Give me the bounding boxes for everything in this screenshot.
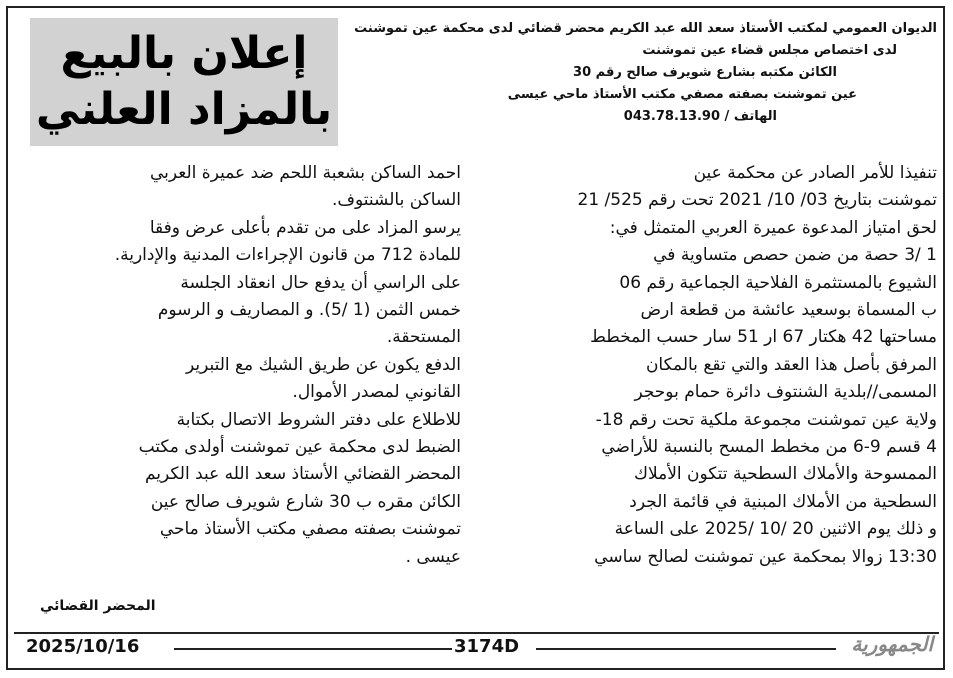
footer-rule-left	[174, 648, 452, 650]
header-line-4: عين تموشنت بصفته مصفي مكتب الأستاذ ماحي عيسى	[507, 87, 857, 102]
text-line: 13:30 زوالا بمحكمة عين تموشنت لصالح ساسي	[594, 546, 937, 567]
signature-label: المحضر القضائي	[40, 598, 156, 614]
text-line: 1 /3 حصة من ضمن حصص متساوية في	[653, 245, 937, 266]
office-header	[354, 18, 937, 128]
text-column-left	[23, 160, 461, 571]
text-line: المرفق بأصل هذا العقد والتي تقع بالمكان	[645, 354, 937, 375]
text-line: 4 قسم 9-6 من مخطط المسح بالنسبة للأراضي	[601, 437, 937, 458]
ad-code: 3174D	[454, 636, 520, 657]
ad-title-line-1: إعلان بالبيع	[60, 28, 308, 79]
text-line: السطحية من الأملاك المبنية في قائمة الجرد	[629, 491, 937, 512]
header-line-5: الهاتف / 043.78.13.90	[623, 109, 777, 124]
text-line: الممسوحة والأملاك السطحية تتكون الأملاك	[633, 464, 937, 485]
text-column-right	[513, 160, 937, 571]
header-line-2: لدى اختصاص مجلس قضاء عين تموشنت	[642, 43, 897, 58]
text-line: تموشنت بتاريخ 03/ 10/ 2021 تحت رقم 525/ 21	[577, 190, 937, 211]
text-line: المحضر القضائي الأستاذ سعد الله عبد الكريم	[144, 464, 461, 485]
publication-date: 2025/10/16	[26, 636, 140, 657]
text-line: المسمى//بلدية الشنتوف دائرة حمام بوحجر	[634, 382, 937, 403]
text-line: لحق امتياز المدعوة عميرة العربي المتمثل في:	[609, 217, 937, 238]
text-line: ولاية عين تموشنت مجموعة ملكية تحت رقم 18-	[595, 409, 937, 430]
text-line: خمس الثمن (1 /5). و المصاريف و الرسوم	[157, 300, 461, 321]
text-line: الدفع يكون عن طريق الشيك مع التبرير	[185, 354, 461, 375]
header-line-3: الكائن مكتبه بشارع شويرف صالح رقم 30	[573, 65, 837, 80]
text-line: عيسى .	[405, 546, 461, 567]
text-line: المستحقة.	[386, 327, 461, 348]
text-line: تنفيذا للأمر الصادر عن محكمة عين	[693, 163, 937, 183]
ad-title-line-2: بالمزاد العلني	[35, 84, 333, 135]
ad-title-box	[30, 18, 338, 146]
text-line: للاطلاع على دفتر الشروط الاتصال بكتابة	[176, 409, 461, 430]
text-line: الضبط لدى محكمة عين تموشنت أولدى مكتب	[138, 437, 461, 458]
text-line: ب المسماة بوسعيد عائشة من قطعة ارض	[640, 300, 937, 321]
text-line: الشيوع بالمستثمرة الفلاحية الجماعية رقم 06	[619, 272, 937, 293]
footer-divider	[14, 632, 939, 634]
footer	[14, 632, 939, 662]
header-line-1: الديوان العمومي لمكتب الأستاذ سعد الله عبد الكريم محضر قضائي لدى محكمة عين تموشنت	[354, 21, 937, 36]
text-line: مساحتها 42 هكتار 67 ار 51 سار حسب المخطط	[590, 327, 937, 348]
text-line: الكائن مقره ب 30 شارع شويرف صالح عين	[150, 491, 461, 512]
text-line: تموشنت بصفته مصفي مكتب الأستاذ ماحي	[159, 519, 461, 540]
text-line: للمادة 712 من قانون الإجراءات المدنية والإدارية.	[114, 245, 461, 266]
footer-rule-right	[536, 648, 836, 650]
text-line: على الراسي أن يدفع حال انعقاد الجلسة	[180, 272, 461, 293]
text-line: القانوني لمصدر الأموال.	[292, 382, 461, 403]
text-line: الساكن بالشنتوف.	[331, 190, 461, 211]
text-line: و ذلك يوم الاثنين 20 /10 /2025 على الساعة	[614, 519, 937, 540]
newspaper-logo: الجمهورية	[851, 632, 933, 656]
text-line: يرسو المزاد على من تقدم بأعلى عرض وفقا	[149, 217, 461, 238]
text-line: احمد الساكن بشعبة اللحم ضد عميرة العربي	[150, 163, 461, 183]
